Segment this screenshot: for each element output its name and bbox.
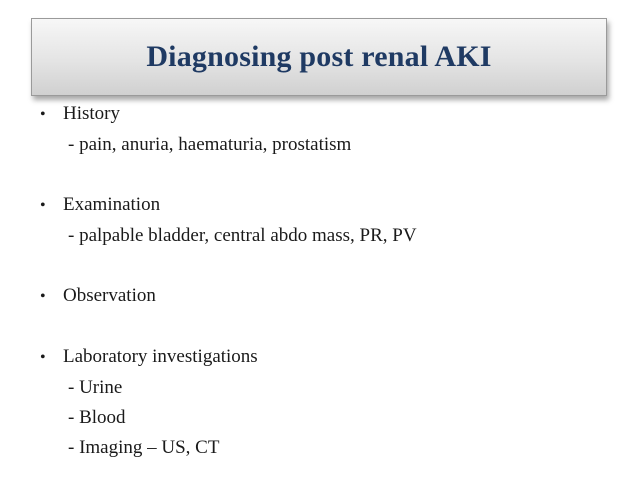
- bullet-icon: •: [40, 288, 46, 305]
- bullet-icon: •: [40, 349, 46, 366]
- bullet-item-history: [40, 103, 120, 126]
- bullet-heading: Laboratory investigations: [63, 346, 258, 367]
- sub-item: - pain, anuria, haematuria, prostatism: [68, 134, 352, 155]
- bullet-item-examination: [40, 194, 160, 217]
- bullet-heading: Examination: [63, 194, 161, 215]
- bullet-heading: Observation: [63, 285, 156, 306]
- bullet-icon: •: [40, 197, 46, 214]
- sub-item: - Blood: [68, 407, 126, 428]
- bullet-item-observation: [40, 285, 156, 308]
- sub-item: - Urine: [68, 377, 123, 398]
- sub-item: - Imaging – US, CT: [68, 437, 220, 458]
- bullet-item-laboratory-investigations: [40, 346, 258, 369]
- slide-title: Diagnosing post renal AKI: [146, 40, 492, 73]
- bullet-icon: •: [40, 106, 46, 123]
- bullet-heading: History: [63, 103, 120, 124]
- sub-item: - palpable bladder, central abdo mass, PR, PV: [68, 225, 417, 246]
